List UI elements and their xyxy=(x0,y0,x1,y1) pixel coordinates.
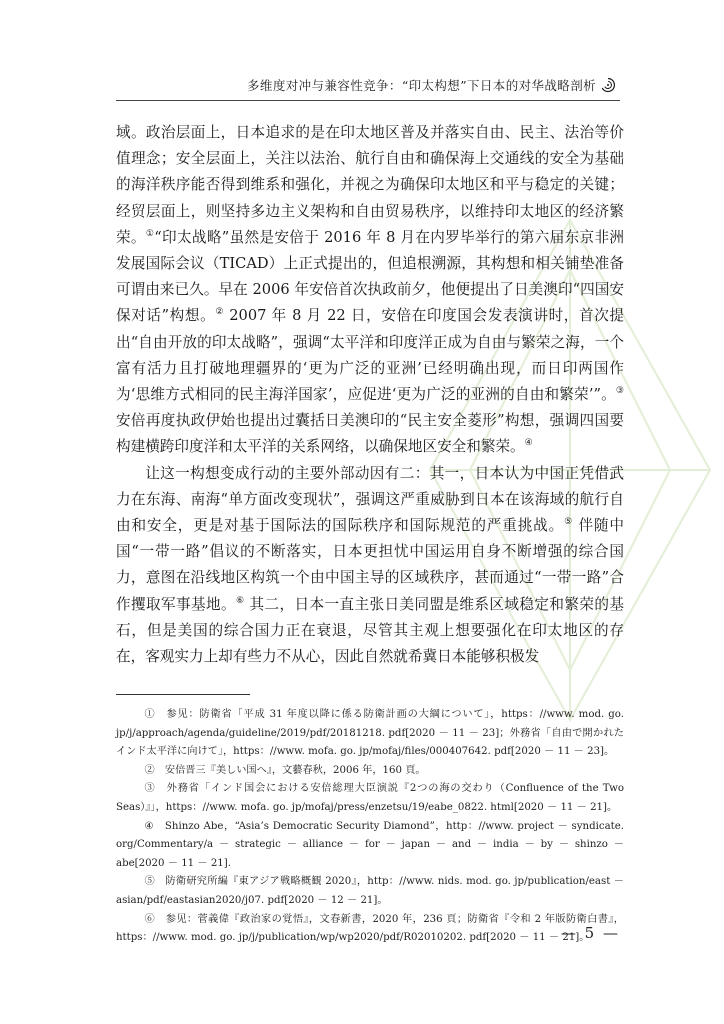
running-head xyxy=(247,76,616,94)
footnote: ④ Shinzo Abe，“Asia’s Democratic Security Diamond”，http：//www. project － syndicate. org/Commentary/a － strategic － alliance － for － japan － and － india － by － shinzo － abe[2020 － 11 － 21]. xyxy=(116,820,625,869)
body-paragraph: 域。政治层面上，日本追求的是在印太地区普及并落实自由、民主、法治等价值理念；安全层面上，关注以法治、航行自由和确保海上交通线的安全为基础的海洋秩序能否得到维系和强化，并视之为确保印太地区和平与稳定的关键；经贸层面上，则坚持多边主义架构和自由贸易秩序，以维持印太地区的经济繁荣。①“印太战略”虽然是安倍于 2016 年 8 月在内罗毕举行的第六届东京非洲发展国际会议（TICAD）上正式提出的，但追根溯源，其构想和相关铺垫准备可谓由来已久。早在 2006 年安倍首次执政前夕，他便提出了日美澳印“四国安保对话”构想。② 2007 年 8 月 22 日，安倍在印度国会发表演讲时，首次提出“自由开放的印太战略”，强调“太平洋和印度洋正成为自由与繁荣之海，一个富有活力且打破地理疆界的‘更为广泛的亚洲’已经明确出现，而日印两国作为‘思维方式相同的民主海洋国家’，应促进‘更为广泛的亚洲的自由和繁荣’”。③ 安倍再度执政伊始也提出过囊括日美澳印的“民主安全菱形”构想，强调四国要构建横跨印度洋和太平洋的关系网络，以确保地区安全和繁荣。④ xyxy=(116,124,624,456)
main-text xyxy=(116,120,624,670)
footnote: ③ 外務省「インド国会における安倍総理大臣演説『2つの海の交わり（Confluence of the Two Seas）』」，https：//www. mofa. go. jp/mofaj/press/enzetsu/19/eabe_0822. html[2020 － 11 － 21]。 xyxy=(116,783,625,813)
footnote: ① 参见：防衛省「平成 31 年度以降に係る防衛計画の大綱について」，https：//www. mod. go. jp/j/approach/agenda/guideline/2019/pdf/20181218. pdf[2020 － 11 － 23]；外務省「自由で開かれたインド太平洋に向けて」，https：//www. mofa. go. jp/mofaj/files/000407642. pdf[2020 － 11 － 23]。 xyxy=(116,709,624,758)
footnote-separator xyxy=(116,694,250,695)
footnote-ref: ② xyxy=(215,307,224,318)
footnote: ⑤ 防衛研究所編『東アジア戦略概観 2020』，http：//www. nids. mod. go. jp/publication/east － asian/pdf/eastasian2020/j07. pdf[2020 － 12 － 21]。 xyxy=(116,876,624,906)
swirl-logo-icon xyxy=(600,77,616,93)
footnote-ref: ① xyxy=(145,228,155,239)
footnote-ref: ④ xyxy=(524,438,533,449)
footnote-ref: ③ xyxy=(615,386,624,397)
footnote: ⑥ 参见：菅義偉『政治家の覚悟』，文春新書，2020 年，236 頁；防衛省『令和 2 年版防衛白書』，https：//www. mod. go. jp/j/publication/wp/wp2020/pdf/R02010202. pdf[2020 － 11 － 21]。 xyxy=(116,913,624,944)
page-number: — 5 — xyxy=(560,924,620,942)
footnote-ref: ⑤ xyxy=(564,517,573,528)
footnote-ref: ⑥ xyxy=(235,595,245,606)
footnote: ② 安倍晋三『美しい国へ』，文藝春秋，2006 年，160 頁。 xyxy=(144,764,426,776)
header-rule xyxy=(116,100,620,101)
body-paragraph: 让这一构想变成行动的主要外部动因有二：其一，日本认为中国正凭借武力在东海、南海“单方面改变现状”，强调这严重威胁到日本在该海域的航行自由和安全，更是对基于国际法的国际秩序和国际规范的严重挑战。⑤ 伴随中国“一带一路”倡议的不断落实，日本更担忧中国运用自身不断增强的综合国力，意图在沿线地区构筑一个由中国主导的区域秩序，甚而通过“一带一路”合作攫取军事基地。⑥ 其二，日本一直主张日美同盟是维系区域稳定和繁荣的基石，但是美国的综合国力正在衰退，尽管其主观上想要强化在印太地区的存在，客观实力上却有些力不从心，因此自然就希冀日本能够积极发 xyxy=(116,464,624,666)
running-title: 多维度对冲与兼容性竞争：“印太构想”下日本的对华战略剖析 xyxy=(247,78,596,93)
footnotes xyxy=(116,706,624,948)
